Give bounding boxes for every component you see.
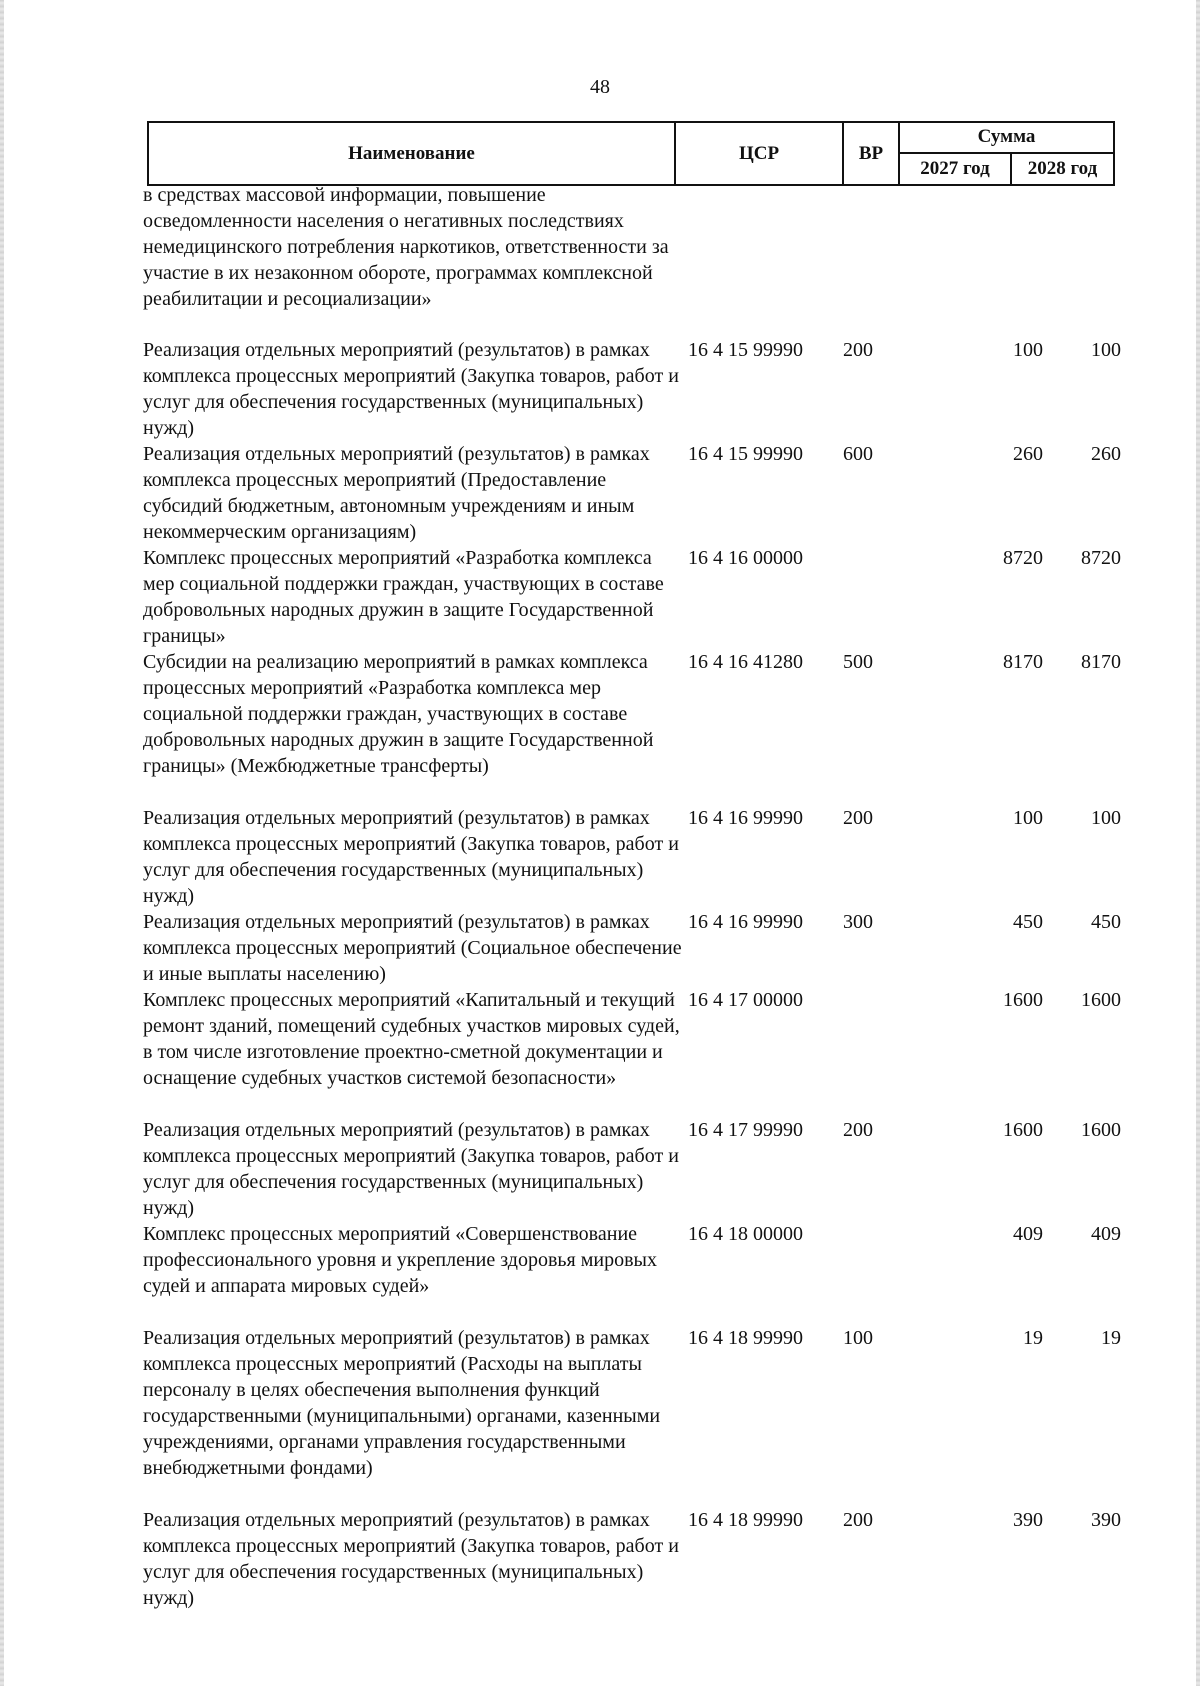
row-sum-2027: 8170 bbox=[1003, 651, 1043, 673]
row-name: Реализация отдельных мероприятий (результатов) в рамках комплекса процессных мероприятий (Расходы на выплаты персоналу в целях обеспечения выполнения функций государственными (муниципальными) органами, казенными учреждениями, органами управления государственными внебюджетными фондами) bbox=[143, 1327, 661, 1479]
row-sum-2028: 100 bbox=[1091, 807, 1121, 829]
row-name: Комплекс процессных мероприятий «Капитальный и текущий ремонт зданий, помещений судебных участков мировых судей, в том числе изготовление проектно-сметной документации и оснащение судебных участков системой безопасности» bbox=[143, 989, 680, 1089]
row-name: Субсидии на реализацию мероприятий в рамках комплекса процессных мероприятий «Разработка комплекса мер социальной поддержки граждан, участвующих в составе добровольных народных дружин в защите Государственной границы» (Межбюджетные трансферты) bbox=[143, 651, 654, 777]
row-sum-2028: 409 bbox=[1091, 1223, 1121, 1245]
scan-edge-left bbox=[0, 0, 4, 1686]
row-vr: 200 bbox=[843, 1119, 873, 1141]
row-name: Реализация отдельных мероприятий (результатов) в рамках комплекса процессных мероприятий (Социальное обеспечение и иные выплаты населению) bbox=[143, 911, 682, 985]
row-csr: 16 4 15 99990 bbox=[688, 339, 803, 361]
row-csr: 16 4 18 99990 bbox=[688, 1509, 803, 1531]
row-sum-2028: 8170 bbox=[1081, 651, 1121, 673]
row-sum-2027: 390 bbox=[1013, 1509, 1043, 1531]
header-year-2027: 2027 год bbox=[899, 153, 1011, 185]
header-sum: Сумма bbox=[899, 122, 1114, 153]
row-sum-2027: 450 bbox=[1013, 911, 1043, 933]
row-sum-2028: 390 bbox=[1091, 1509, 1121, 1531]
row-vr: 500 bbox=[843, 651, 873, 673]
row-vr: 300 bbox=[843, 911, 873, 933]
row-csr: 16 4 15 99990 bbox=[688, 443, 803, 465]
row-sum-2027: 100 bbox=[1013, 339, 1043, 361]
row-name: Реализация отдельных мероприятий (результатов) в рамках комплекса процессных мероприятий (Закупка товаров, работ и услуг для обеспечения государственных (муниципальных) нужд) bbox=[143, 807, 679, 907]
row-vr: 200 bbox=[843, 1509, 873, 1531]
row-vr: 100 bbox=[843, 1327, 873, 1349]
row-sum-2027: 100 bbox=[1013, 807, 1043, 829]
row-sum-2028: 19 bbox=[1101, 1327, 1121, 1349]
row-name: Комплекс процессных мероприятий «Разработка комплекса мер социальной поддержки граждан, участвующих в составе добровольных народных дружин в защите Государственной границы» bbox=[143, 547, 664, 647]
row-sum-2028: 100 bbox=[1091, 339, 1121, 361]
row-sum-2028: 8720 bbox=[1081, 547, 1121, 569]
row-csr: 16 4 16 99990 bbox=[688, 807, 803, 829]
row-sum-2028: 450 bbox=[1091, 911, 1121, 933]
header-csr: ЦСР bbox=[675, 122, 843, 185]
row-sum-2027: 8720 bbox=[1003, 547, 1043, 569]
row-csr: 16 4 16 00000 bbox=[688, 547, 803, 569]
row-vr: 600 bbox=[843, 443, 873, 465]
row-name: Комплекс процессных мероприятий «Совершенствование профессионального уровня и укрепление здоровья мировых судей и аппарата мировых судей» bbox=[143, 1223, 657, 1297]
row-csr: 16 4 18 00000 bbox=[688, 1223, 803, 1245]
row-sum-2027: 1600 bbox=[1003, 1119, 1043, 1141]
header-year-2028: 2028 год bbox=[1011, 153, 1114, 185]
row-csr: 16 4 18 99990 bbox=[688, 1327, 803, 1349]
row-csr: 16 4 17 99990 bbox=[688, 1119, 803, 1141]
row-csr: 16 4 16 41280 bbox=[688, 651, 803, 673]
table-header bbox=[147, 121, 1115, 186]
row-csr: 16 4 17 00000 bbox=[688, 989, 803, 1011]
row-sum-2027: 19 bbox=[1023, 1327, 1043, 1349]
page-number: 48 bbox=[590, 76, 610, 98]
row-name: Реализация отдельных мероприятий (результатов) в рамках комплекса процессных мероприятий (Закупка товаров, работ и услуг для обеспечения государственных (муниципальных) нужд) bbox=[143, 1119, 679, 1219]
row-name: Реализация отдельных мероприятий (результатов) в рамках комплекса процессных мероприятий (Закупка товаров, работ и услуг для обеспечения государственных (муниципальных) нужд) bbox=[143, 1509, 679, 1609]
continued-text: в средствах массовой информации, повышение осведомленности населения о негативных последствиях немедицинского потребления наркотиков, ответственности за участие в их незаконном обороте, программах комплексной реабилитации и ресоциализации» bbox=[143, 184, 669, 310]
row-name: Реализация отдельных мероприятий (результатов) в рамках комплекса процессных мероприятий (Предоставление субсидий бюджетным, автономным учреждениям и иным некоммерческим организациям) bbox=[143, 443, 650, 543]
header-name: Наименование bbox=[148, 122, 675, 185]
row-sum-2027: 1600 bbox=[1003, 989, 1043, 1011]
scan-edge-right bbox=[1196, 0, 1200, 1686]
row-sum-2028: 260 bbox=[1091, 443, 1121, 465]
row-sum-2027: 409 bbox=[1013, 1223, 1043, 1245]
row-csr: 16 4 16 99990 bbox=[688, 911, 803, 933]
row-vr: 200 bbox=[843, 339, 873, 361]
header-vr: ВР bbox=[843, 122, 899, 185]
row-sum-2028: 1600 bbox=[1081, 989, 1121, 1011]
row-sum-2027: 260 bbox=[1013, 443, 1043, 465]
row-sum-2028: 1600 bbox=[1081, 1119, 1121, 1141]
row-vr: 200 bbox=[843, 807, 873, 829]
row-name: Реализация отдельных мероприятий (результатов) в рамках комплекса процессных мероприятий (Закупка товаров, работ и услуг для обеспечения государственных (муниципальных) нужд) bbox=[143, 339, 679, 439]
